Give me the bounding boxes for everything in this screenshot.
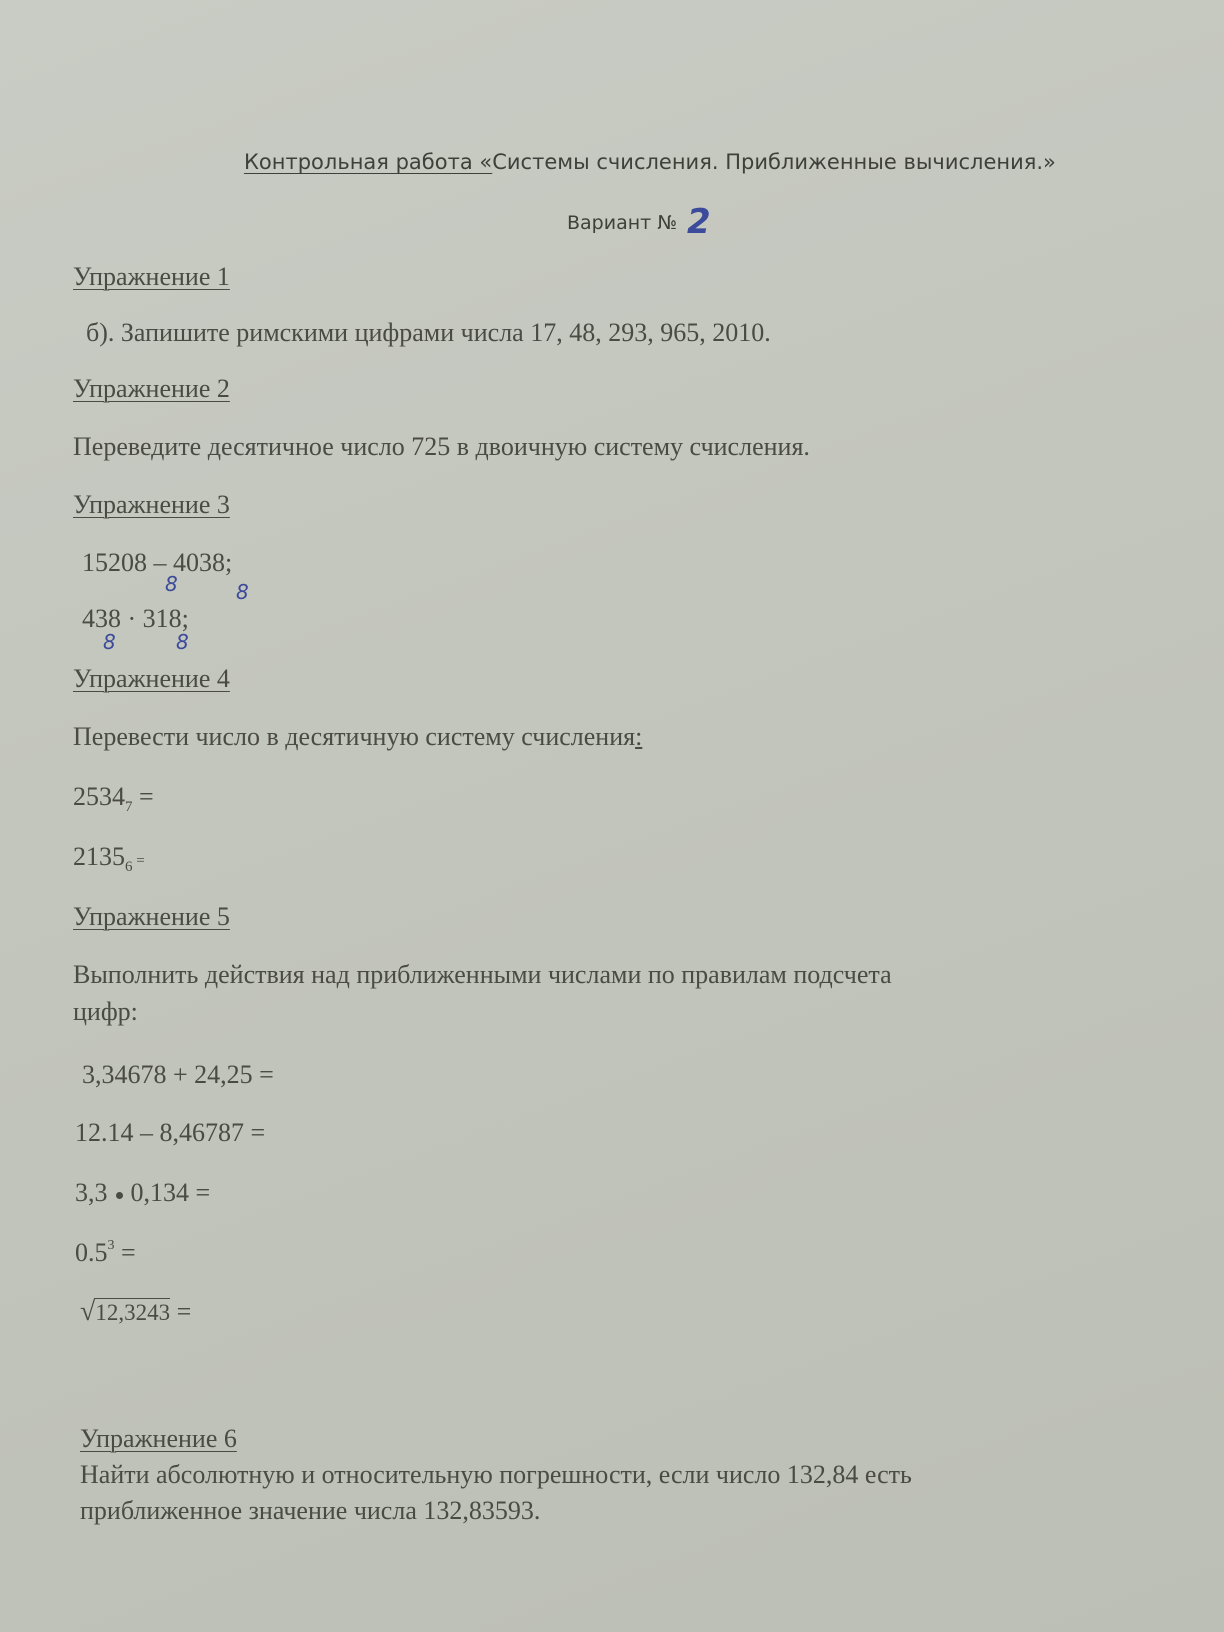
exercise-4-task-colon: :: [635, 722, 643, 751]
correction-mark: 8: [176, 630, 189, 654]
exercise-3-line-1: 15208 – 4038;: [82, 548, 233, 577]
base-subscript: 7: [125, 799, 133, 815]
equals: =: [132, 782, 154, 811]
power-exponent: 3: [107, 1238, 115, 1253]
exercise-1-heading: Упражнение 1: [73, 262, 230, 291]
exercise-5-expr-5: [80, 1296, 191, 1328]
exercise-5-expr-1: 3,34678 + 24,25 =: [82, 1060, 274, 1089]
exercise-5-task-line-1: Выполнить действия над приближенными числами по правилам подсчета: [73, 960, 892, 989]
operand-right: 0,134 =: [130, 1178, 211, 1207]
exercise-4-item-2: [73, 842, 145, 876]
exercise-3-heading: Упражнение 3: [73, 490, 230, 519]
title-underlined-part: Контрольная работа «: [244, 150, 493, 174]
equals: =: [114, 1238, 136, 1267]
exercise-4-task-text: Перевести число в десятичную систему счисления: [73, 722, 636, 751]
exercise-6-heading: Упражнение 6: [80, 1424, 237, 1453]
exercise-6-task-line-2: приближенное значение числа 132,83593.: [80, 1496, 541, 1525]
multiplication-dot-icon: [116, 1192, 123, 1199]
exercise-3-line-2: 438 · 318;: [82, 604, 189, 633]
operand-left: 3,3: [75, 1178, 108, 1207]
exercise-4-item-1: [73, 782, 154, 816]
exercise-2-heading: Упражнение 2: [73, 374, 230, 403]
page-title: [244, 150, 1056, 174]
exercise-6-task-line-1: Найти абсолютную и относительную погрешности, если число 132,84 есть: [80, 1460, 912, 1489]
title-rest: Системы счисления. Приближенные вычисления.»: [492, 150, 1056, 174]
exercise-5-heading: Упражнение 5: [73, 902, 230, 931]
exercise-5-expr-3: [75, 1178, 210, 1208]
exercise-4-heading: Упражнение 4: [73, 664, 230, 693]
correction-mark: 8: [165, 572, 178, 596]
exercise-4-task: [73, 722, 642, 752]
variant-number-handwritten: 2: [687, 202, 711, 242]
variant-label: Вариант №: [567, 212, 678, 234]
equals: =: [132, 853, 145, 869]
number: 2135: [73, 842, 125, 871]
exercise-2-task: Переведите десятичное число 725 в двоичную систему счисления.: [73, 432, 810, 461]
exercise-1-task: б). Запишите римскими цифрами числа 17, 48, 293, 965, 2010.: [86, 318, 771, 347]
correction-mark: 8: [103, 630, 116, 654]
number: 2534: [73, 782, 125, 811]
power-base: 0.5: [75, 1238, 108, 1267]
exercise-5-task-line-2: цифр:: [73, 997, 138, 1026]
correction-mark: 8: [236, 580, 249, 604]
square-root-icon: √: [80, 1296, 96, 1327]
base-subscript: 6: [125, 859, 133, 875]
radicand: 12,3243: [95, 1300, 171, 1325]
equals: =: [170, 1297, 192, 1326]
exercise-5-expr-2: 12.14 – 8,46787 =: [75, 1118, 266, 1147]
exercise-5-expr-4: [75, 1238, 136, 1268]
